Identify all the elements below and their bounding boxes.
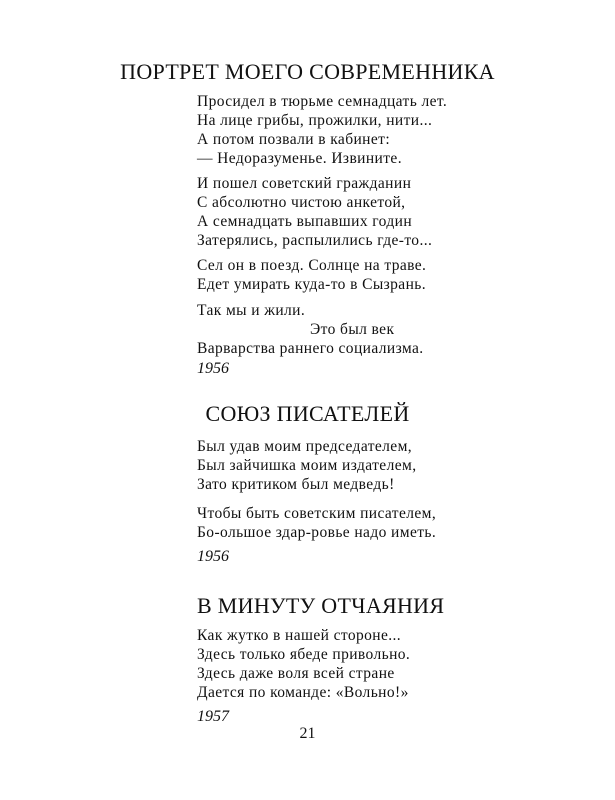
verse-line: Был зайчишка моим издателем, <box>197 457 417 474</box>
verse-line: А семнадцать выпавших годин <box>197 213 413 230</box>
stanza <box>197 174 432 250</box>
verse-line: Бо-ольшое здар-ровье надо иметь. <box>197 524 437 541</box>
verse-line: И пошел советский гражданин <box>197 175 412 192</box>
verse-line: На лице грибы, прожилки, нити... <box>197 112 433 129</box>
verse-line: Так мы и жили. <box>197 302 306 319</box>
verse-line: Был удав моим председателем, <box>197 438 413 455</box>
verse-line: Едет умирать куда-то в Сызрань. <box>197 276 427 293</box>
stanza <box>197 626 410 702</box>
stanza <box>197 92 447 168</box>
verse-line: А потом позвали в кабинет: <box>197 131 391 148</box>
verse-line: — Недоразуменье. Извините. <box>197 150 402 167</box>
verse-line: Здесь только ябеде привольно. <box>197 646 411 663</box>
poem-title: В МИНУТУ ОТЧАЯНИЯ <box>197 593 445 618</box>
stanza <box>197 437 417 494</box>
verse-line: Просидел в тюрьме семнадцать лет. <box>197 93 448 110</box>
stanza <box>197 256 426 294</box>
verse-line: Варварства раннего социализма. <box>197 340 424 357</box>
verse-line: Сел он в поезд. Солнце на траве. <box>197 257 427 274</box>
stanza <box>197 504 436 542</box>
verse-line: С абсолютно чистою анкетой, <box>197 194 406 211</box>
verse-line: Здесь даже воля всей стране <box>197 665 395 682</box>
verse-line: Чтобы быть советским писателем, <box>197 505 437 522</box>
poem-title: СОЮЗ ПИСАТЕЛЕЙ <box>205 401 410 426</box>
verse-line: Дается по команде: «Вольно!» <box>197 684 409 701</box>
verse-line: Зато критиком был медведь! <box>197 476 395 493</box>
poem-date: 1957 <box>197 708 229 725</box>
poem-date: 1956 <box>197 360 229 377</box>
poem-date: 1956 <box>197 548 229 565</box>
verse-line: Как жутко в нашей стороне... <box>197 627 402 644</box>
page-number: 21 <box>299 725 316 742</box>
verse-line: Это был век <box>310 321 395 338</box>
stanza <box>197 301 424 358</box>
verse-line: Затерялись, распылились где-то... <box>197 232 433 249</box>
poem-title: ПОРТРЕТ МОЕГО СОВРЕМЕННИКА <box>120 59 495 84</box>
